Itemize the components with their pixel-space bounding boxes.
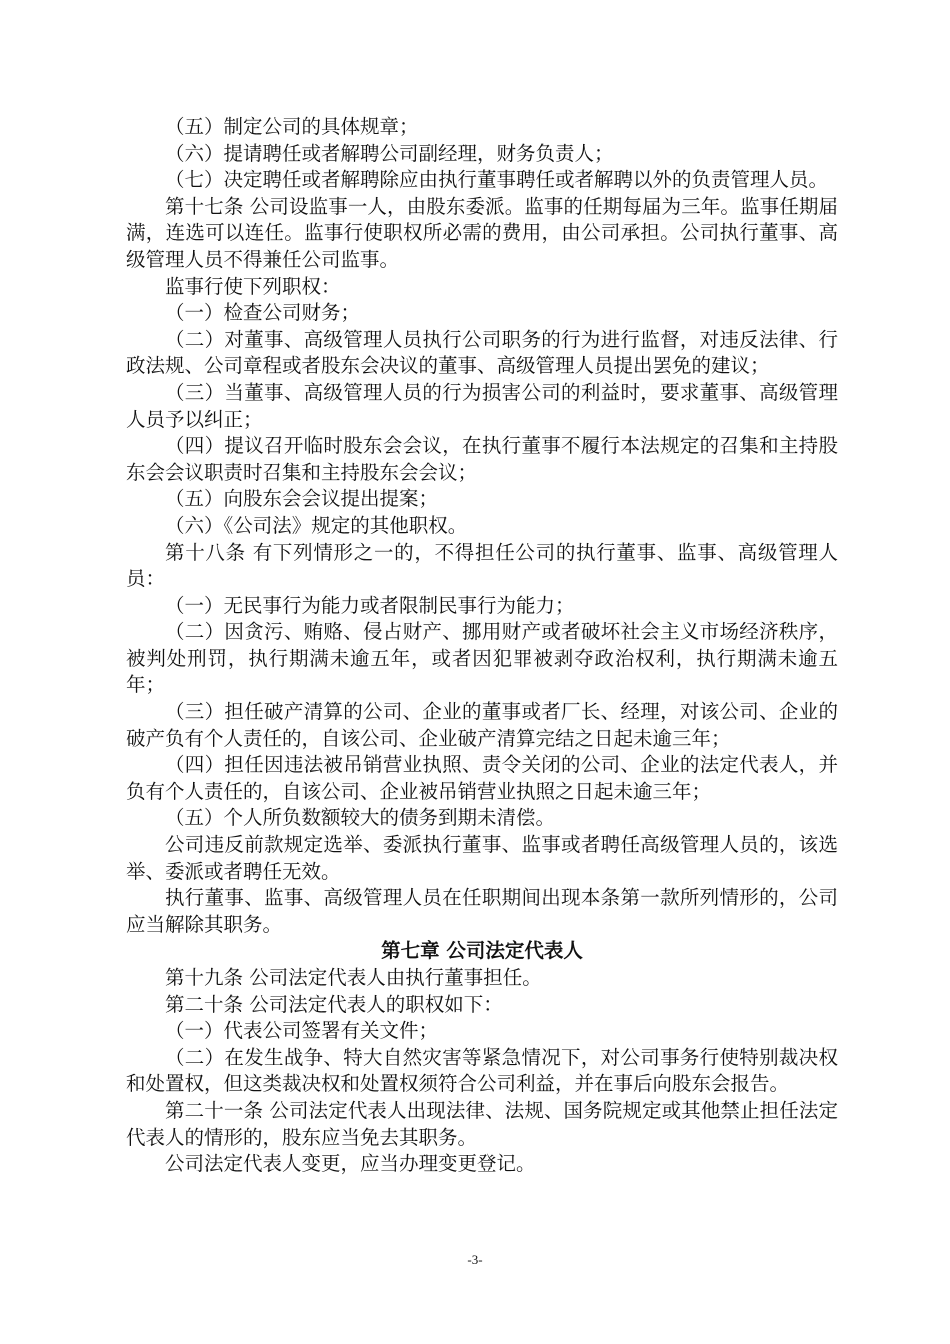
page-number: -3-: [467, 1252, 483, 1267]
paragraph: （六）提请聘任或者解聘公司副经理，财务负责人；: [165, 141, 614, 165]
article-17: 第十七条 公司设监事一人，由股东委派。监事的任期每届为三年。监事任期届满，连选可以连任。监事行使职权所必需的费用，由公司承担。公司执行董事、高级管理人员不得兼任公司监事。: [126, 194, 838, 271]
paragraph: （一）检查公司财务；: [165, 301, 361, 325]
paragraph: （六）《公司法》规定的其他职权。: [165, 513, 468, 537]
paragraph: （二）在发生战争、特大自然灾害等紧急情况下，对公司事务行使特别裁决权和处置权，但这类裁决权和处置权须符合公司利益，并在事后向股东会报告。: [126, 1045, 838, 1096]
paragraph: （一）无民事行为能力或者限制民事行为能力；: [165, 593, 575, 617]
article-19: 第十九条 公司法定代表人由执行董事担任。: [165, 966, 542, 989]
article-21: 第二十一条 公司法定代表人出现法律、法规、国务院规定或其他禁止担任法定代表人的情形的，股东应当免去其职务。: [126, 1098, 838, 1149]
paragraph: （二）对董事、高级管理人员执行公司职务的行为进行监督，对违反法律、行政法规、公司章程或者股东会决议的董事、高级管理人员提出罢免的建议；: [126, 327, 838, 378]
paragraph: 执行董事、监事、高级管理人员在任职期间出现本条第一款所列情形的，公司应当解除其职务。: [126, 886, 838, 936]
article-18: 第十八条 有下列情形之一的，不得担任公司的执行董事、监事、高级管理人员：: [126, 540, 838, 591]
paragraph: （一）代表公司签署有关文件；: [165, 1019, 439, 1043]
paragraph: （三）当董事、高级管理人员的行为损害公司的利益时，要求董事、高级管理人员予以纠正；: [126, 380, 838, 431]
paragraph: （四）担任因违法被吊销营业执照、责令关闭的公司、企业的法定代表人，并负有个人责任的，自该公司、企业被吊销营业执照之日起未逾三年；: [126, 753, 838, 803]
chapter-heading: 第七章 公司法定代表人: [381, 939, 583, 963]
paragraph: （三）担任破产清算的公司、企业的董事或者厂长、经理，对该公司、企业的破产负有个人责任的，自该公司、企业破产清算完结之日起未逾三年；: [126, 700, 838, 750]
document-body: [126, 114, 838, 1178]
article-20: 第二十条 公司法定代表人的职权如下：: [165, 992, 503, 1016]
paragraph: （二）因贪污、贿赂、侵占财产、挪用财产或者破坏社会主义市场经济秩序，被判处刑罚，执行期满未逾五年，或者因犯罪被剥夺政治权利，执行期满未逾五年；: [126, 620, 838, 697]
paragraph: 公司法定代表人变更，应当办理变更登记。: [165, 1152, 536, 1176]
paragraph: 监事行使下列职权：: [165, 274, 341, 298]
paragraph: （五）向股东会会议提出提案；: [165, 487, 439, 511]
paragraph: （五）制定公司的具体规章；: [165, 115, 419, 138]
paragraph: 公司违反前款规定选举、委派执行董事、监事或者聘任高级管理人员的，该选举、委派或者聘任无效。: [126, 833, 838, 883]
paragraph: （四）提议召开临时股东会会议，在执行董事不履行本法规定的召集和主持股东会会议职责时召集和主持股东会会议；: [126, 434, 838, 484]
paragraph: （五）个人所负数额较大的债务到期未清偿。: [165, 806, 556, 830]
paragraph: （七）决定聘任或者解聘除应由执行董事聘任或者解聘以外的负责管理人员。: [165, 168, 829, 192]
